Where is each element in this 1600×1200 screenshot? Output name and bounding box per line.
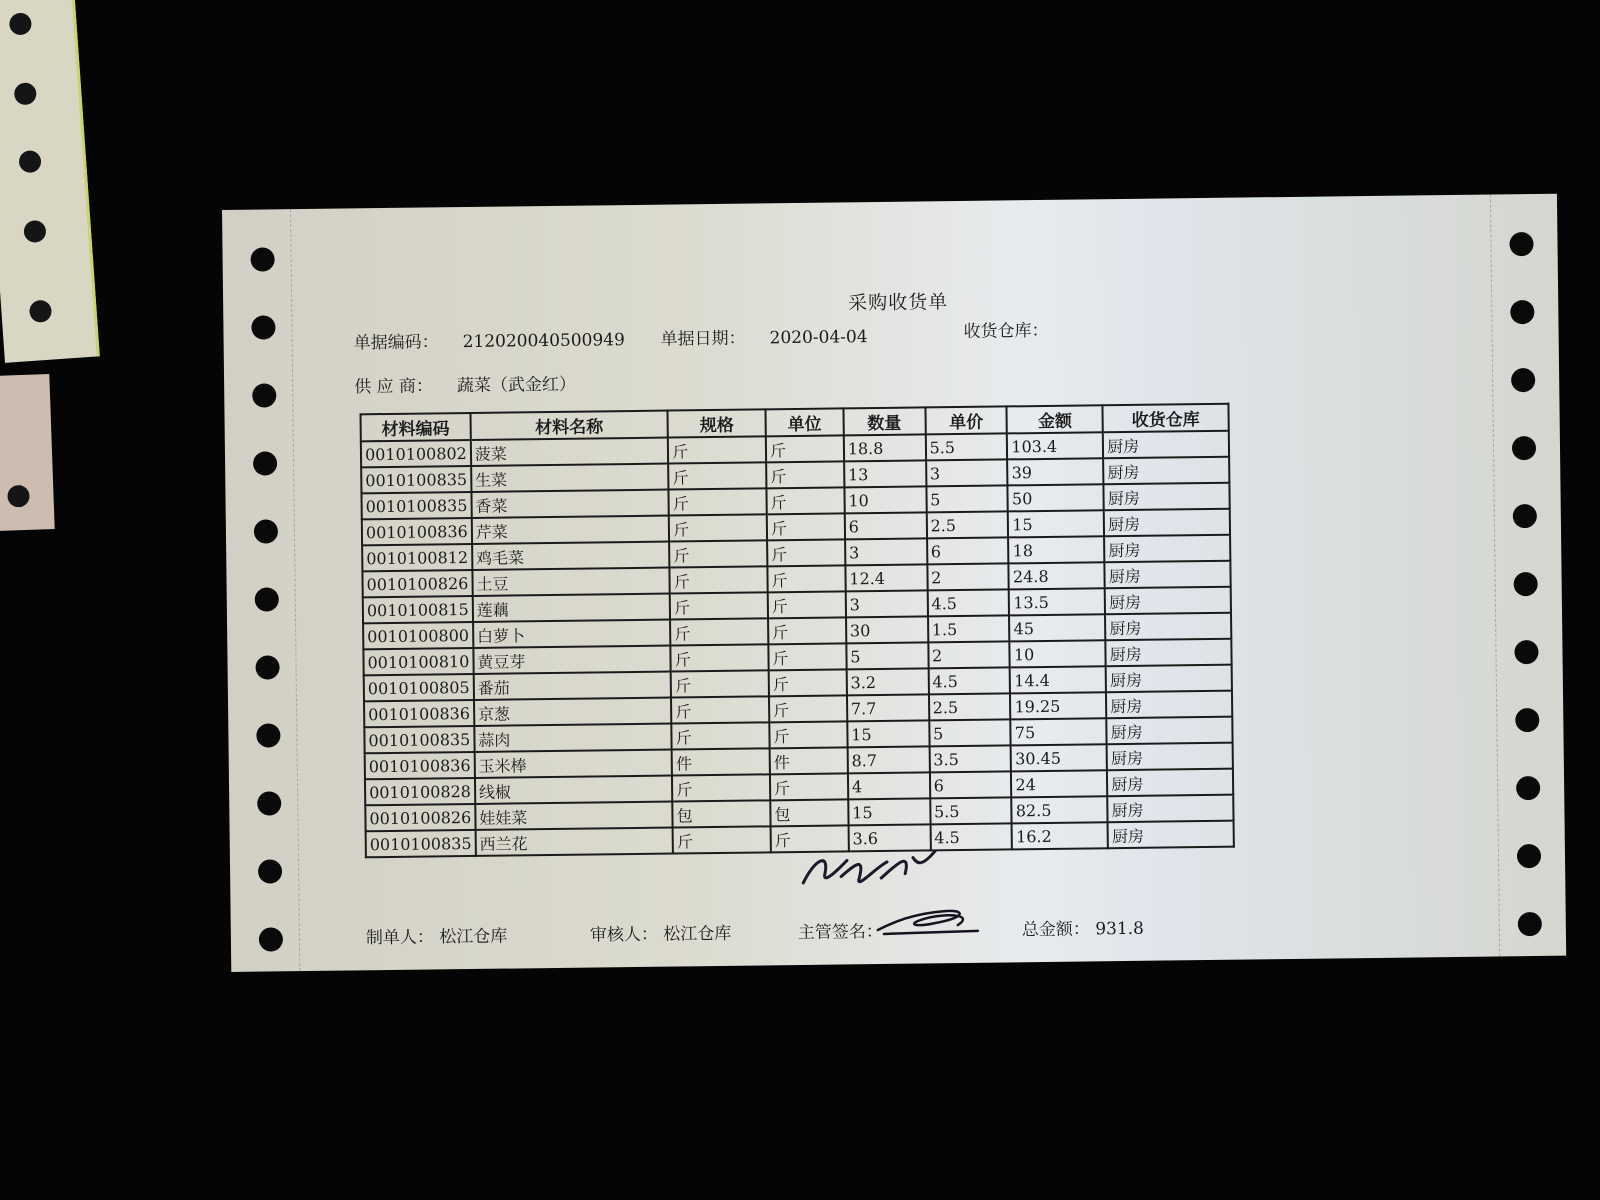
table-cell: 斤 <box>768 591 846 618</box>
table-cell: 2.5 <box>926 511 1008 538</box>
doc-number-field <box>353 325 625 353</box>
table-cell: 蒜肉 <box>474 724 672 752</box>
table-cell: 厨房 <box>1105 613 1231 641</box>
table-cell: 5 <box>929 719 1011 746</box>
table-cell: 0010100835 <box>366 830 476 857</box>
table-cell: 莲藕 <box>473 594 671 622</box>
table-cell: 5 <box>846 642 928 669</box>
tractor-hole <box>255 655 279 679</box>
total-value: 931.8 <box>1095 918 1145 940</box>
table-cell: 2 <box>928 641 1010 668</box>
table-cell: 3 <box>845 538 927 565</box>
table-cell: 斤 <box>670 566 768 593</box>
table-cell: 15 <box>1008 510 1104 537</box>
supervisor-field <box>798 917 883 943</box>
table-cell: 斤 <box>769 721 847 748</box>
table-cell: 黄豆芽 <box>473 646 671 674</box>
table-cell: 菠菜 <box>471 438 669 466</box>
table-cell: 6 <box>930 771 1012 798</box>
table-cell: 斤 <box>770 773 848 800</box>
table-cell: 4.5 <box>928 667 1010 694</box>
table-cell: 厨房 <box>1107 769 1233 797</box>
doc-date-value: 2020-04-04 <box>769 327 868 349</box>
tractor-hole <box>1511 368 1535 392</box>
table-cell: 3.6 <box>848 824 930 851</box>
tractor-hole <box>18 150 41 173</box>
tractor-hole <box>29 300 52 323</box>
table-cell: 斤 <box>767 539 845 566</box>
tractor-hole <box>254 519 278 543</box>
table-cell: 6 <box>927 537 1009 564</box>
table-cell: 75 <box>1011 718 1107 745</box>
table-cell: 0010100826 <box>365 804 475 831</box>
table-cell: 0010100828 <box>365 778 475 805</box>
table-cell: 芹菜 <box>472 516 670 544</box>
reviewer-label: 审核人： <box>589 924 659 946</box>
table-cell: 件 <box>672 748 770 775</box>
tractor-hole <box>1512 436 1536 460</box>
column-header: 金额 <box>1007 405 1103 433</box>
table-cell: 0010100836 <box>364 700 474 727</box>
tractor-hole <box>1514 640 1538 664</box>
tractor-hole <box>251 315 275 339</box>
table-cell: 0010100835 <box>361 466 471 493</box>
table-cell: 厨房 <box>1105 587 1231 615</box>
table-cell: 厨房 <box>1104 483 1230 511</box>
table-cell: 45 <box>1009 614 1105 641</box>
table-cell: 4.5 <box>927 589 1009 616</box>
table-cell: 白萝卜 <box>473 620 671 648</box>
tractor-hole <box>255 587 279 611</box>
column-header: 收货仓库 <box>1103 404 1229 433</box>
supervisor-label: 主管签名： <box>797 921 883 944</box>
table-cell: 19.25 <box>1010 692 1106 719</box>
table-cell: 3 <box>845 590 927 617</box>
table-cell: 30.45 <box>1011 744 1107 771</box>
table-cell: 4.5 <box>930 823 1012 850</box>
maker-label: 制单人： <box>365 927 435 949</box>
table-cell: 5.5 <box>925 433 1007 460</box>
table-cell: 0010100800 <box>363 622 473 649</box>
doc-date-label: 单据日期： <box>660 328 746 350</box>
table-cell: 0010100805 <box>364 674 474 701</box>
table-cell: 4 <box>848 772 930 799</box>
doc-number-label: 单据编码： <box>353 332 439 354</box>
table-cell: 斤 <box>671 644 769 671</box>
doc-number-value: 212020040500949 <box>462 330 625 353</box>
table-cell: 生菜 <box>471 464 669 492</box>
tractor-hole <box>257 791 281 815</box>
table-cell: 15 <box>847 720 929 747</box>
table-cell: 土豆 <box>472 568 670 596</box>
table-cell: 斤 <box>668 462 766 489</box>
tractor-hole <box>1515 708 1539 732</box>
table-cell: 斤 <box>769 669 847 696</box>
supervisor-signature-scribble <box>874 901 984 938</box>
table-cell: 厨房 <box>1106 665 1232 693</box>
table-cell: 18.8 <box>844 434 926 461</box>
table-cell: 24.8 <box>1009 562 1105 589</box>
table-cell: 0010100802 <box>361 440 471 467</box>
table-cell: 82.5 <box>1012 796 1108 823</box>
tractor-hole <box>252 383 276 407</box>
table-cell: 斤 <box>669 540 767 567</box>
tractor-hole <box>258 859 282 883</box>
table-cell: 5 <box>926 485 1008 512</box>
table-cell: 13.5 <box>1009 588 1105 615</box>
table-cell: 斤 <box>768 643 846 670</box>
document-title: 采购收货单 <box>848 291 949 315</box>
tractor-hole <box>253 451 277 475</box>
tractor-hole <box>23 220 46 243</box>
tractor-hole <box>1514 572 1538 596</box>
table-cell: 线椒 <box>475 776 673 804</box>
table-cell: 鸡毛菜 <box>472 542 670 570</box>
table-cell: 0010100815 <box>363 596 473 623</box>
column-header: 数量 <box>843 407 925 435</box>
table-cell: 0010100836 <box>362 518 472 545</box>
table-cell: 14.4 <box>1010 666 1106 693</box>
table-cell: 斤 <box>767 565 845 592</box>
tractor-hole <box>1517 844 1541 868</box>
table-cell: 包 <box>770 799 848 826</box>
table-cell: 2 <box>927 563 1009 590</box>
table-cell: 厨房 <box>1103 431 1229 459</box>
tractor-hole <box>259 927 283 951</box>
table-cell: 斤 <box>766 487 844 514</box>
doc-date-field <box>660 322 867 350</box>
table-cell: 玉米棒 <box>474 750 672 778</box>
table-cell: 0010100835 <box>361 492 471 519</box>
table-cell: 厨房 <box>1106 639 1232 667</box>
table-cell: 斤 <box>672 722 770 749</box>
table-cell: 2.5 <box>929 693 1011 720</box>
table-cell: 番茄 <box>473 672 671 700</box>
table-cell: 16.2 <box>1012 822 1108 849</box>
total-label: 总金额： <box>1021 919 1090 941</box>
tractor-hole <box>1509 232 1533 256</box>
total-field <box>1022 914 1144 940</box>
table-cell: 斤 <box>673 826 771 853</box>
table-cell: 件 <box>770 747 848 774</box>
table-cell: 3 <box>926 459 1008 486</box>
table-cell: 30 <box>846 616 928 643</box>
table-cell: 斤 <box>766 461 844 488</box>
table-cell: 斤 <box>668 436 766 463</box>
tractor-hole <box>250 247 274 271</box>
table-cell: 斤 <box>767 513 845 540</box>
table-cell: 24 <box>1011 770 1107 797</box>
table-cell: 斤 <box>768 617 846 644</box>
table-cell: 斤 <box>671 670 769 697</box>
table-cell: 0010100812 <box>362 544 472 571</box>
tractor-hole <box>1516 776 1540 800</box>
table-cell: 斤 <box>670 618 768 645</box>
column-header: 单位 <box>765 408 843 436</box>
tractor-hole <box>1518 912 1542 936</box>
table-cell: 娃娃菜 <box>475 802 673 830</box>
table-cell: 15 <box>848 798 930 825</box>
table-cell: 3.5 <box>929 745 1011 772</box>
receipt-paper <box>222 194 1566 972</box>
table-cell: 厨房 <box>1108 821 1234 849</box>
table-cell: 斤 <box>769 695 847 722</box>
table-cell: 斤 <box>766 435 844 462</box>
column-header: 规格 <box>668 409 766 437</box>
table-cell: 斤 <box>669 514 767 541</box>
table-cell: 1.5 <box>928 615 1010 642</box>
table-cell: 厨房 <box>1103 457 1229 485</box>
partial-paper-slip <box>0 374 55 531</box>
table-cell: 0010100810 <box>363 648 473 675</box>
items-table <box>359 403 1234 859</box>
table-cell: 西兰花 <box>475 828 673 856</box>
table-cell: 18 <box>1008 536 1104 563</box>
tractor-hole <box>1510 300 1534 324</box>
tractor-strip-right <box>1490 194 1558 957</box>
table-cell: 12.4 <box>845 564 927 591</box>
table-cell: 8.7 <box>847 746 929 773</box>
column-header: 材料名称 <box>470 411 668 440</box>
table-cell: 7.7 <box>847 694 929 721</box>
partial-paper-slip <box>0 0 100 363</box>
table-cell: 斤 <box>771 825 849 852</box>
table-cell: 厨房 <box>1106 717 1232 745</box>
table-cell: 50 <box>1008 484 1104 511</box>
table-cell: 厨房 <box>1104 535 1230 563</box>
tractor-hole <box>9 12 32 35</box>
table-cell: 5.5 <box>930 797 1012 824</box>
table-cell: 斤 <box>670 592 768 619</box>
supplier-value: 蔬菜（武金红） <box>456 374 577 397</box>
table-cell: 103.4 <box>1007 432 1103 459</box>
supplier-field <box>354 370 576 398</box>
table-cell: 6 <box>845 512 927 539</box>
table-cell: 0010100835 <box>364 726 474 753</box>
table-cell: 0010100826 <box>362 570 472 597</box>
table-cell: 斤 <box>672 774 770 801</box>
maker-field <box>366 922 508 949</box>
table-cell: 厨房 <box>1105 561 1231 589</box>
table-cell: 香菜 <box>471 490 669 518</box>
table-cell: 0010100836 <box>365 752 475 779</box>
table-cell: 包 <box>672 800 770 827</box>
table-cell: 斤 <box>669 488 767 515</box>
warehouse-label: 收货仓库： <box>963 320 1049 342</box>
tractor-hole <box>256 723 280 747</box>
table-cell: 厨房 <box>1106 691 1232 719</box>
table-cell: 10 <box>1010 640 1106 667</box>
receipt-document <box>317 195 1486 971</box>
table-cell: 10 <box>844 486 926 513</box>
maker-value: 松江仓库 <box>439 926 508 948</box>
supplier-label: 供 应 商： <box>354 376 434 398</box>
tractor-hole <box>7 485 30 508</box>
table-cell: 京葱 <box>474 698 672 726</box>
tractor-strip-left <box>232 209 300 972</box>
table-cell: 厨房 <box>1107 795 1233 823</box>
table-cell: 39 <box>1008 458 1104 485</box>
table-cell: 3.2 <box>846 668 928 695</box>
tractor-hole <box>14 82 37 105</box>
table-cell: 斤 <box>671 696 769 723</box>
reviewer-value: 松江仓库 <box>663 923 732 945</box>
column-header: 材料编码 <box>361 413 471 441</box>
reviewer-field <box>590 919 732 946</box>
table-cell: 厨房 <box>1107 743 1233 771</box>
table-cell: 厨房 <box>1104 509 1230 537</box>
handwritten-signature <box>795 837 946 899</box>
column-header: 单价 <box>925 406 1007 434</box>
warehouse-field <box>963 316 1048 342</box>
table-cell: 13 <box>844 460 926 487</box>
tractor-hole <box>1513 504 1537 528</box>
